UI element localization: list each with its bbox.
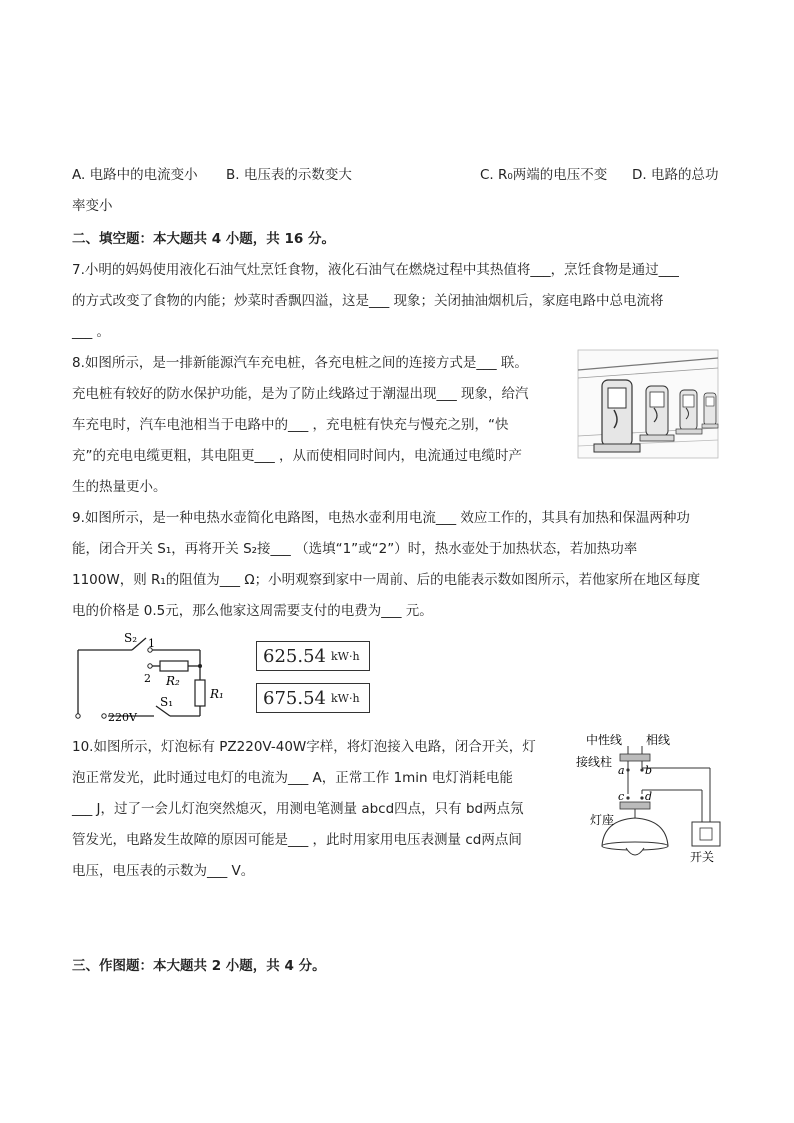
svg-text:1: 1: [148, 637, 155, 650]
meter-1-unit: kW·h: [330, 649, 360, 663]
lamp-wiring-diagram: [576, 732, 730, 868]
svg-text:灯座: 灯座: [590, 813, 615, 827]
svg-text:d: d: [645, 790, 653, 803]
svg-text:接线柱: 接线柱: [576, 755, 613, 769]
q10-line-4: 管发光，电路发生故障的原因可能是___ ，此时用家用电压表测量 cd两点间: [72, 832, 522, 848]
q9-line-4: 电的价格是 0.5元，那么他家这周需要支付的电费为___ 元。: [72, 603, 433, 619]
switch-toggle-icon: [700, 828, 712, 840]
svg-text:R₁: R₁: [210, 687, 224, 701]
svg-text:a: a: [618, 764, 625, 777]
q10-line-5: 电压，电压表的示数为___ V。: [72, 863, 255, 879]
section-2-heading: 二、填空题：本大题共 4 小题，共 16 分。: [72, 231, 335, 247]
q7-line-3: ___ 。: [72, 324, 111, 340]
section-3-heading: 三、作图题：本大题共 2 小题，共 4 分。: [72, 958, 326, 974]
light-bulb-icon: [626, 848, 644, 855]
option-d-continuation: 率变小: [72, 198, 113, 214]
q7-line-1: 7.小明的妈妈使用液化石油气灶烹饪食物，液化石油气在燃烧过程中其热值将___，烹饪食物是通过___: [72, 262, 679, 278]
meter-1-value: 625.54: [263, 645, 326, 667]
svg-text:R₂: R₂: [166, 674, 180, 688]
q9-line-3: 1100W，则 R₁的阻值为___ Ω；小明观察到家中一周前、后的电能表示数如图所示，若他家所在地区每度: [72, 572, 701, 588]
meter-reading-before: [256, 641, 370, 671]
svg-text:中性线: 中性线: [586, 733, 623, 747]
q8-line-4: 充”的充电电缆更粗，其电阻更___ ，从而使相同时间内，电流通过电缆时产: [72, 448, 523, 464]
charger-4: [702, 393, 718, 428]
svg-text:开关: 开关: [690, 850, 715, 864]
kettle-circuit-diagram: [68, 628, 238, 724]
q10-line-2: 泡正常发光，此时通过电灯的电流为___ A，正常工作 1min 电灯消耗电能: [72, 770, 513, 786]
charging-station-illustration: [576, 348, 720, 460]
q9-line-1: 9.如图所示，是一种电热水壶简化电路图，电热水壶利用电流___ 效应工作的，其具有加热和保温两种功: [72, 510, 690, 526]
option-b: B. 电压表的示数变大: [226, 167, 352, 183]
option-a: A. 电路中的电流变小: [72, 167, 198, 183]
svg-text:b: b: [645, 764, 653, 777]
option-c: C. R₀两端的电压不变: [480, 167, 608, 183]
svg-text:S₁: S₁: [160, 695, 174, 709]
svg-text:220V: 220V: [108, 711, 137, 724]
q7-line-2: 的方式改变了食物的内能；炒菜时香飘四溢，这是___ 现象；关闭抽油烟机后，家庭电路中总电流将: [72, 293, 664, 309]
q8-line-1: 8.如图所示，是一排新能源汽车充电桩，各充电桩之间的连接方式是___ 联。: [72, 355, 528, 371]
q8-line-3: 车充电时，汽车电池相当于电路中的___ ，充电桩有快充与慢充之别，“快: [72, 417, 509, 433]
meter-2-value: 675.54: [263, 687, 326, 709]
q10-line-3: ___ J，过了一会儿灯泡突然熄灭，用测电笔测量 abcd四点，只有 bd两点氖: [72, 801, 524, 817]
q8-line-5: 生的热量更小。: [72, 479, 167, 495]
option-d: D. 电路的总功: [632, 167, 719, 183]
q10-line-1: 10.如图所示，灯泡标有 PZ220V-40W字样，将灯泡接入电路，闭合开关，灯: [72, 739, 536, 755]
lamp-socket: [620, 802, 650, 809]
svg-text:2: 2: [144, 672, 151, 685]
q8-line-2: 充电桩有较好的防水保护功能，是为了防止线路过于潮湿出现___ 现象，给汽: [72, 386, 529, 402]
terminal-block: [620, 754, 650, 761]
q9-line-2: 能，闭合开关 S₁，再将开关 S₂接___ （选填“1”或“2”）时，热水壶处于加热状态，若加热功率: [72, 541, 638, 557]
meter-reading-after: [256, 683, 370, 713]
resistor-r2: [160, 661, 188, 671]
svg-text:c: c: [618, 790, 625, 803]
resistor-r1: [195, 680, 205, 706]
svg-text:S₂: S₂: [124, 631, 138, 645]
svg-text:相线: 相线: [646, 733, 671, 747]
meter-2-unit: kW·h: [330, 691, 360, 705]
